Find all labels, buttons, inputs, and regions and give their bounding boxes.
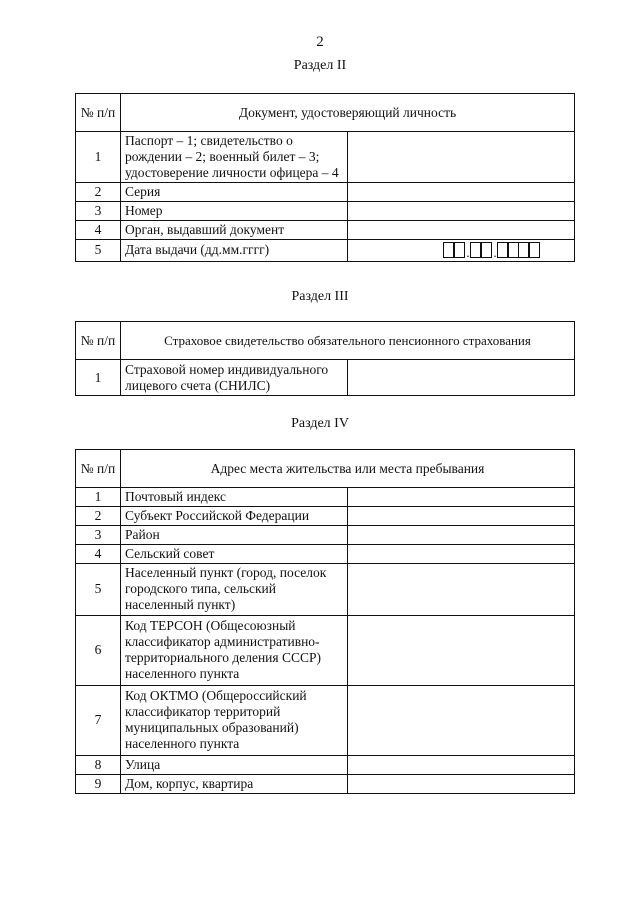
table-row	[76, 755, 575, 774]
header-num: № п/п	[76, 94, 121, 132]
postal-code-field[interactable]	[348, 488, 575, 507]
row-label: Код ОКТМО (Общероссийский классификатор территорий муниципальных образований) населенного пункта	[121, 685, 348, 755]
header-num: № п/п	[76, 322, 121, 360]
row-label: Сельский совет	[121, 544, 348, 563]
document-number-field[interactable]	[348, 201, 575, 220]
table-row	[76, 201, 575, 220]
terson-code-field[interactable]	[348, 615, 575, 685]
row-num: 3	[76, 525, 121, 544]
section-4-title: Раздел IV	[291, 416, 349, 431]
issue-date-field[interactable]	[348, 239, 575, 261]
row-num: 5	[76, 239, 121, 261]
section-4-header-row	[76, 450, 575, 488]
row-label: Дата выдачи (дд.мм.гггг)	[121, 239, 348, 261]
row-num: 4	[76, 544, 121, 563]
document-type-field[interactable]	[348, 132, 575, 183]
row-label: Субъект Российской Федерации	[121, 506, 348, 525]
row-num: 8	[76, 755, 121, 774]
row-label: Паспорт – 1; свидетельство о рождении – 2; военный билет – 3; удостоверение личности офицера – 4	[121, 132, 348, 183]
row-num: 3	[76, 201, 121, 220]
char-box[interactable]	[528, 242, 540, 258]
row-label: Почтовый индекс	[121, 488, 348, 507]
table-row	[76, 563, 575, 615]
table-row	[76, 360, 575, 396]
row-num: 1	[76, 132, 121, 183]
section-2-table	[75, 93, 575, 262]
row-label: Населенный пункт (город, поселок городского типа, сельский населенный пункт)	[121, 563, 348, 615]
row-num: 4	[76, 220, 121, 239]
row-num: 2	[76, 506, 121, 525]
row-label: Код ТЕРСОН (Общесоюзный классификатор административно-территориального деления СССР) населенного пункта	[121, 615, 348, 685]
table-row	[76, 615, 575, 685]
table-row	[76, 220, 575, 239]
document-series-field[interactable]	[348, 182, 575, 201]
row-label: Орган, выдавший документ	[121, 220, 348, 239]
oktmo-code-field[interactable]	[348, 685, 575, 755]
table-row	[76, 685, 575, 755]
table-row	[76, 488, 575, 507]
char-box[interactable]	[453, 242, 465, 258]
table-row	[76, 774, 575, 793]
snils-field[interactable]	[348, 360, 575, 396]
row-label: Район	[121, 525, 348, 544]
row-label: Дом, корпус, квартира	[121, 774, 348, 793]
row-num: 5	[76, 563, 121, 615]
header-num: № п/п	[76, 450, 121, 488]
settlement-field[interactable]	[348, 563, 575, 615]
row-label: Страховой номер индивидуального лицевого счета (СНИЛС)	[121, 360, 348, 396]
date-char-boxes	[352, 242, 570, 261]
village-council-field[interactable]	[348, 544, 575, 563]
row-label: Улица	[121, 755, 348, 774]
street-field[interactable]	[348, 755, 575, 774]
char-box[interactable]	[480, 242, 492, 258]
section-3-header-label: Страховое свидетельство обязательного пенсионного страхования	[121, 322, 575, 360]
section-2-header-row	[76, 94, 575, 132]
federal-subject-field[interactable]	[348, 506, 575, 525]
row-num: 7	[76, 685, 121, 755]
row-label: Серия	[121, 182, 348, 201]
section-3-title: Раздел III	[291, 289, 349, 304]
section-3-header-row	[76, 322, 575, 360]
section-4-header-label: Адрес места жительства или места пребывания	[121, 450, 575, 488]
table-row	[76, 132, 575, 183]
page-number: 2	[316, 34, 324, 50]
row-num: 6	[76, 615, 121, 685]
row-num: 9	[76, 774, 121, 793]
section-2-header-label: Документ, удостоверяющий личность	[121, 94, 575, 132]
section-2-title: Раздел II	[293, 58, 347, 73]
section-3-table	[75, 321, 575, 396]
table-row	[76, 182, 575, 201]
house-apartment-field[interactable]	[348, 774, 575, 793]
date-separator-dot: .	[493, 245, 497, 261]
section-4-table	[75, 449, 575, 794]
row-num: 2	[76, 182, 121, 201]
row-num: 1	[76, 488, 121, 507]
table-row	[76, 544, 575, 563]
row-num: 1	[76, 360, 121, 396]
date-separator-dot: .	[466, 245, 470, 261]
table-row	[76, 239, 575, 261]
row-label: Номер	[121, 201, 348, 220]
table-row	[76, 525, 575, 544]
issuing-authority-field[interactable]	[348, 220, 575, 239]
district-field[interactable]	[348, 525, 575, 544]
table-row	[76, 506, 575, 525]
